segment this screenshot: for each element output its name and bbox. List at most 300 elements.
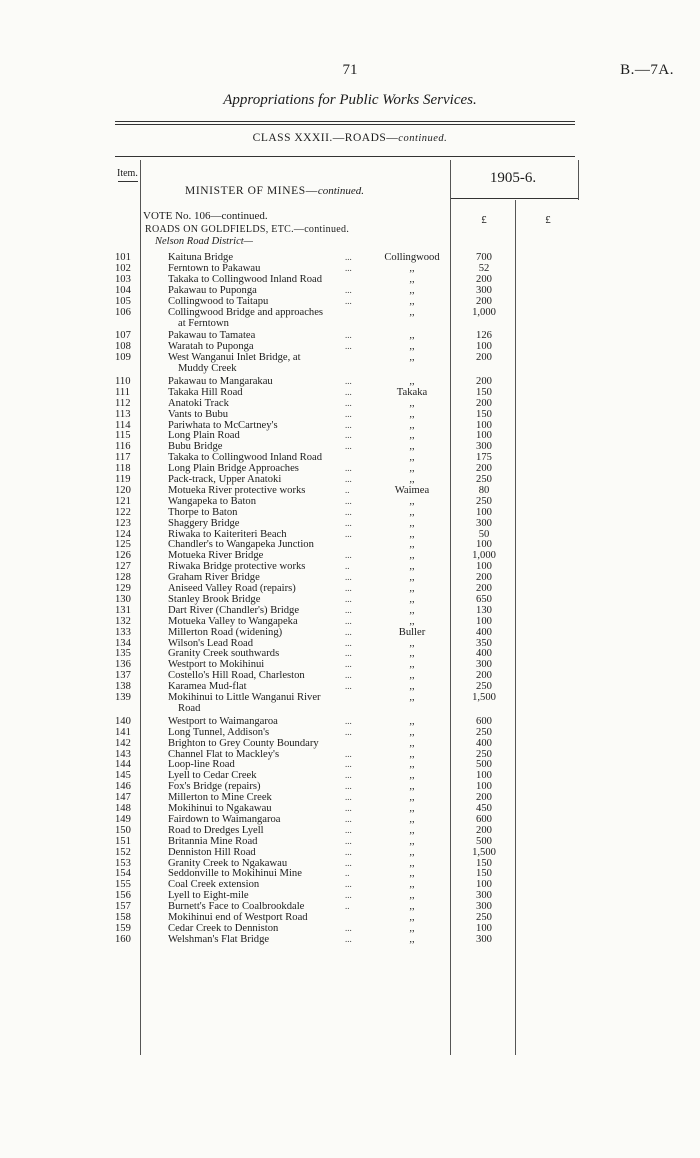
leader-dots: ... — [345, 726, 352, 737]
amount-value: 130 — [476, 604, 492, 616]
county-name: ,, — [409, 868, 415, 880]
leader-dots: ... — [345, 463, 352, 474]
section-title — [185, 185, 364, 197]
county-name: ,, — [409, 397, 415, 409]
amount-value: 300 — [476, 890, 492, 902]
county-name: ,, — [409, 615, 415, 627]
item-number: 140 — [115, 715, 131, 727]
road-description: Pakawau to Mangarakau — [168, 375, 273, 387]
amount-value: 100 — [476, 539, 492, 551]
leader-dots: ... — [345, 857, 352, 868]
amount-value: 150 — [476, 386, 492, 398]
item-number: 138 — [115, 681, 131, 693]
item-number: 128 — [115, 572, 131, 584]
leader-dots: ... — [345, 386, 352, 397]
item-number: 151 — [115, 835, 131, 847]
road-description: Britannia Mine Road — [168, 835, 258, 847]
amount-value: 250 — [476, 474, 492, 485]
amount-value: 1,500 — [472, 846, 496, 858]
leader-dots: ... — [345, 375, 352, 386]
amount-value: 300 — [476, 933, 492, 945]
county-name: ,, — [409, 330, 415, 342]
county-name: ,, — [409, 561, 415, 573]
amount-value: 1,000 — [472, 306, 496, 318]
leader-dots: ... — [345, 681, 352, 692]
amount-value: 150 — [476, 857, 492, 869]
section-title-text: MINISTER OF MINES— — [185, 185, 318, 197]
county-name: ,, — [409, 637, 415, 649]
item-number: 142 — [115, 737, 131, 749]
item-number: 156 — [115, 890, 131, 902]
page-title: Appropriations for Public Works Services. — [223, 92, 477, 108]
county-name: ,, — [409, 835, 415, 847]
road-description: Kaituna Bridge — [168, 252, 234, 263]
county-name: ,, — [409, 759, 415, 771]
amount-value: 100 — [476, 781, 492, 793]
county-name: ,, — [409, 408, 415, 420]
amount-value: 200 — [476, 583, 492, 594]
county-name: Buller — [398, 626, 426, 638]
leader-dots: ... — [345, 670, 352, 681]
amount-value: 450 — [476, 803, 492, 814]
county-name: Takaka — [396, 386, 428, 398]
amount-value: 300 — [476, 284, 492, 296]
county-name: ,, — [409, 295, 415, 307]
road-description: Loop-line Road — [168, 759, 235, 771]
leader-dots: ... — [345, 648, 352, 659]
county-name: ,, — [409, 306, 415, 318]
amount-value: 300 — [476, 517, 492, 529]
road-description: Denniston Hill Road — [168, 846, 256, 858]
amount-value: 100 — [476, 922, 492, 934]
road-description: Long Tunnel, Addison's — [168, 726, 270, 738]
road-description: Channel Flat to Mackley's — [168, 748, 280, 760]
district-title: Nelson Road District— — [155, 236, 254, 247]
county-name: Collingwood — [384, 252, 440, 263]
road-description: Westport to Mokihinui — [168, 659, 265, 671]
leader-dots: ... — [345, 626, 352, 637]
item-number: 130 — [115, 593, 131, 605]
county-name: ,, — [409, 430, 415, 442]
item-number: 114 — [115, 419, 131, 431]
item-number: 159 — [115, 922, 131, 934]
top-rule — [115, 121, 575, 122]
county-name: ,, — [409, 901, 415, 913]
item-number: 160 — [115, 933, 131, 945]
currency-symbol-col1: £ — [481, 214, 487, 226]
road-description: Fox's Bridge (repairs) — [168, 781, 261, 793]
leader-dots: .. — [345, 484, 350, 495]
road-description: Mokihinui to Ngakawau — [168, 803, 272, 814]
county-name: ,, — [409, 715, 415, 727]
item-number: 123 — [115, 517, 131, 529]
class-title — [0, 132, 700, 144]
item-number: 101 — [115, 252, 131, 263]
road-description: Pariwhata to McCartney's — [168, 419, 278, 431]
road-description: Wangapeka to Baton — [168, 495, 256, 507]
road-description: Lyell to Eight-mile — [168, 890, 249, 902]
county-name: ,, — [409, 517, 415, 529]
item-number: 155 — [115, 879, 131, 891]
road-description: Motueka Valley to Wangapeka — [168, 615, 298, 627]
road-description: Fairdown to Waimangaroa — [168, 813, 281, 825]
leader-dots: .. — [345, 901, 350, 912]
item-number: 126 — [115, 550, 131, 562]
leader-dots: ... — [345, 792, 352, 803]
leader-dots: ... — [345, 715, 352, 726]
item-header-underline — [118, 181, 138, 182]
leader-dots: ... — [345, 615, 352, 626]
road-description: Coal Creek extension — [168, 879, 260, 891]
leader-dots: ... — [345, 659, 352, 670]
county-name: ,, — [409, 922, 415, 934]
road-description: Mokihinui to Little Wanganui River — [168, 692, 321, 703]
amount-value: 100 — [476, 506, 492, 518]
item-number: 102 — [115, 262, 131, 274]
leader-dots: ... — [345, 528, 352, 539]
road-description: Takaka to Collingwood Inland Road — [168, 273, 323, 285]
county-name: ,, — [409, 846, 415, 858]
item-number: 109 — [115, 352, 131, 364]
item-number: 147 — [115, 792, 131, 804]
amount-value: 1,000 — [472, 550, 496, 562]
county-name: ,, — [409, 770, 415, 782]
road-description: Motueka River protective works — [168, 484, 306, 496]
county-name: ,, — [409, 474, 415, 485]
item-number: 137 — [115, 670, 131, 682]
amount-value: 400 — [476, 626, 492, 638]
amount-value: 100 — [476, 430, 492, 442]
county-name: ,, — [409, 284, 415, 296]
leader-dots: ... — [345, 748, 352, 759]
amount-value: 200 — [476, 792, 492, 804]
amount-value: 600 — [476, 715, 492, 727]
county-name: ,, — [409, 441, 415, 453]
county-name: ,, — [409, 375, 415, 387]
county-name: Waimea — [394, 484, 430, 496]
county-name: ,, — [409, 463, 415, 475]
item-number: 108 — [115, 341, 131, 353]
amount-value: 250 — [476, 681, 492, 693]
county-name: ,, — [409, 933, 415, 945]
road-description: Cedar Creek to Denniston — [168, 922, 279, 934]
amount-value: 250 — [476, 726, 492, 738]
amount-header-rule — [450, 198, 578, 199]
amount-column-rule-mid — [515, 200, 516, 1055]
amount-value: 175 — [476, 452, 492, 464]
road-description: Aniseed Valley Road (repairs) — [168, 583, 296, 594]
road-description: Collingwood to Taitapu — [168, 295, 269, 307]
county-name: ,, — [409, 912, 415, 923]
road-description: Vants to Bubu — [168, 408, 229, 420]
currency-symbol-col2: £ — [545, 214, 551, 226]
amount-value: 650 — [476, 593, 492, 605]
county-name: ,, — [409, 604, 415, 616]
item-number: 107 — [115, 330, 131, 342]
item-number: 117 — [115, 452, 131, 464]
item-number: 144 — [115, 759, 131, 771]
road-description: Long Plain Road — [168, 430, 240, 442]
leader-dots: ... — [345, 550, 352, 561]
amount-value: 1,500 — [472, 692, 496, 703]
item-number: 106 — [115, 306, 131, 318]
leader-dots: ... — [345, 474, 352, 484]
road-description: Burnett's Face to Coalbrookdale — [168, 901, 305, 913]
amount-value: 100 — [476, 341, 492, 353]
amount-value: 150 — [476, 868, 492, 880]
county-name: ,, — [409, 528, 415, 540]
leader-dots: ... — [345, 922, 352, 933]
road-description-continued: Road — [178, 703, 201, 714]
amount-value: 126 — [476, 330, 492, 342]
leader-dots: ... — [345, 408, 352, 419]
leader-dots: ... — [345, 835, 352, 846]
county-name: ,, — [409, 419, 415, 431]
item-number: 150 — [115, 824, 131, 836]
county-name: ,, — [409, 572, 415, 584]
leader-dots: ... — [345, 824, 352, 835]
item-number: 143 — [115, 748, 131, 760]
road-description: Pakawau to Puponga — [168, 284, 257, 296]
item-number: 118 — [115, 463, 131, 475]
road-description: Takaka Hill Road — [168, 386, 243, 398]
amount-value: 100 — [476, 879, 492, 891]
amount-value: 250 — [476, 912, 492, 923]
item-number: 133 — [115, 626, 131, 638]
road-description: Granity Creek southwards — [168, 648, 280, 660]
amount-value: 50 — [478, 528, 490, 540]
road-description: Millerton to Mine Creek — [168, 792, 272, 804]
amount-value: 300 — [476, 659, 492, 671]
road-description: West Wanganui Inlet Bridge, at — [168, 352, 301, 364]
item-number: 145 — [115, 770, 131, 782]
county-name: ,, — [409, 262, 415, 274]
leader-dots: ... — [345, 604, 352, 615]
amount-value: 200 — [476, 670, 492, 682]
vote-title: VOTE No. 106—continued. — [143, 210, 268, 222]
county-name: ,, — [409, 681, 415, 693]
year-column-rule-right — [578, 160, 579, 200]
road-description: Stanley Brook Bridge — [168, 593, 261, 605]
leader-dots: ... — [345, 572, 352, 583]
county-name: ,, — [409, 341, 415, 353]
item-number: 127 — [115, 561, 131, 573]
county-name: ,, — [409, 495, 415, 507]
leader-dots: .. — [345, 868, 350, 879]
county-name: ,, — [409, 452, 415, 464]
road-description: Millerton Road (widening) — [168, 626, 283, 638]
item-number: 113 — [115, 408, 131, 420]
road-description: Granity Creek to Ngakawau — [168, 857, 288, 869]
item-number: 132 — [115, 615, 131, 627]
county-name: ,, — [409, 803, 415, 814]
road-description: Graham River Bridge — [168, 572, 260, 584]
road-description: Collingwood Bridge and approaches — [168, 306, 324, 318]
leader-dots: ... — [345, 252, 352, 262]
amount-value: 200 — [476, 397, 492, 409]
county-name: ,, — [409, 813, 415, 825]
item-number: 125 — [115, 539, 131, 551]
road-description: Riwaka Bridge protective works — [168, 561, 306, 573]
amount-value: 400 — [476, 737, 492, 749]
item-number: 104 — [115, 284, 131, 296]
amount-value: 100 — [476, 770, 492, 782]
amount-value: 200 — [476, 375, 492, 387]
item-number: 122 — [115, 506, 131, 518]
county-name: ,, — [409, 273, 415, 285]
county-name: ,, — [409, 692, 415, 703]
leader-dots: ... — [345, 933, 352, 944]
item-number: 115 — [115, 430, 131, 442]
road-description: Pakawau to Tamatea — [168, 330, 256, 342]
table-head-rule — [115, 156, 575, 157]
road-description-continued: Muddy Creek — [178, 363, 237, 375]
page-number: 71 — [342, 62, 358, 78]
item-number: 149 — [115, 813, 131, 825]
county-name: ,, — [409, 857, 415, 869]
road-description: Anatoki Track — [168, 397, 229, 409]
road-description: Long Plain Bridge Approaches — [168, 463, 299, 475]
leader-dots: ... — [345, 284, 352, 295]
road-description: Welshman's Flat Bridge — [168, 933, 270, 945]
road-description: Westport to Waimangaroa — [168, 715, 278, 727]
county-name: ,, — [409, 792, 415, 804]
county-name: ,, — [409, 583, 415, 594]
road-description: Karamea Mud-flat — [168, 681, 247, 693]
item-number: 146 — [115, 781, 131, 793]
county-name: ,, — [409, 879, 415, 891]
leader-dots: ... — [345, 803, 352, 813]
road-description: Wilson's Lead Road — [168, 637, 254, 649]
county-name: ,, — [409, 648, 415, 660]
class-title-suffix: continued. — [398, 133, 448, 144]
amount-value: 150 — [476, 408, 492, 420]
county-name: ,, — [409, 748, 415, 760]
amount-value: 200 — [476, 295, 492, 307]
road-description: Pack-track, Upper Anatoki — [168, 474, 282, 485]
top-rule-2 — [115, 124, 575, 125]
county-name: ,, — [409, 726, 415, 738]
item-number: 110 — [115, 375, 131, 387]
road-description: Ferntown to Pakawau — [168, 262, 261, 274]
item-number: 131 — [115, 604, 131, 616]
item-number: 139 — [115, 692, 131, 703]
amount-column-rule-left — [450, 160, 451, 1055]
amount-value: 100 — [476, 615, 492, 627]
road-description: Thorpe to Baton — [168, 506, 238, 518]
amount-value: 700 — [476, 252, 492, 263]
county-name: ,, — [409, 593, 415, 605]
item-number: 134 — [115, 637, 131, 649]
amount-value: 200 — [476, 463, 492, 475]
amount-value: 52 — [478, 262, 490, 274]
road-description: Costello's Hill Road, Charleston — [168, 670, 305, 682]
road-description: Waratah to Puponga — [168, 341, 254, 353]
leader-dots: ... — [345, 583, 352, 593]
item-number: 112 — [115, 397, 131, 409]
item-number: 116 — [115, 441, 131, 453]
county-name: ,, — [409, 670, 415, 682]
leader-dots: ... — [345, 890, 352, 901]
road-description: Dart River (Chandler's) Bridge — [168, 604, 300, 616]
county-name: ,, — [409, 824, 415, 836]
item-number: 158 — [115, 912, 131, 923]
county-name: ,, — [409, 890, 415, 902]
road-description: Motueka River Bridge — [168, 550, 264, 562]
section-title-suffix: continued. — [317, 185, 364, 197]
amount-value: 200 — [476, 824, 492, 836]
road-description: Bubu Bridge — [168, 441, 223, 453]
item-number: 120 — [115, 484, 131, 496]
amount-value: 500 — [476, 759, 492, 771]
year-header: 1905-6. — [489, 170, 537, 186]
road-description: Riwaka to Kaiteriteri Beach — [168, 528, 287, 540]
amount-value: 300 — [476, 901, 492, 913]
leader-dots: ... — [345, 517, 352, 528]
county-name: ,, — [409, 781, 415, 793]
amount-value: 100 — [476, 561, 492, 573]
amount-value: 100 — [476, 419, 492, 431]
leader-dots: ... — [345, 295, 352, 306]
item-number: 152 — [115, 846, 131, 858]
item-number: 154 — [115, 868, 131, 880]
amount-value: 250 — [476, 748, 492, 760]
leader-dots: ... — [345, 419, 352, 430]
leader-dots: ... — [345, 846, 352, 857]
road-description: Shaggery Bridge — [168, 517, 240, 529]
leader-dots: ... — [345, 397, 352, 408]
item-number: 103 — [115, 273, 131, 285]
item-number: 136 — [115, 659, 131, 671]
road-description: Brighton to Grey County Boundary — [168, 737, 319, 749]
county-name: ,, — [409, 550, 415, 562]
amount-value: 200 — [476, 572, 492, 584]
amount-value: 250 — [476, 495, 492, 507]
item-number: 129 — [115, 583, 131, 594]
leader-dots: ... — [345, 495, 352, 506]
amount-value: 200 — [476, 352, 492, 364]
amount-value: 350 — [476, 637, 492, 649]
road-description: Seddonville to Mokihinui Mine — [168, 868, 302, 880]
leader-dots: ... — [345, 879, 352, 890]
document-reference: B.—7A. — [620, 62, 674, 78]
item-number: 119 — [115, 474, 131, 485]
county-name: ,, — [409, 539, 415, 551]
leader-dots: ... — [345, 430, 352, 441]
road-description: Lyell to Cedar Creek — [168, 770, 257, 782]
item-number: 157 — [115, 901, 131, 913]
amount-value: 200 — [476, 273, 492, 285]
item-number: 111 — [115, 386, 131, 398]
leader-dots: ... — [345, 637, 352, 648]
amount-value: 400 — [476, 648, 492, 660]
leader-dots: ... — [345, 781, 352, 792]
road-description: Takaka to Collingwood Inland Road — [168, 452, 323, 464]
leader-dots: ... — [345, 330, 352, 341]
roads-title: ROADS ON GOLDFIELDS, ETC.—continued. — [145, 224, 350, 235]
leader-dots: ... — [345, 441, 352, 452]
leader-dots: ... — [345, 770, 352, 781]
amount-value: 300 — [476, 441, 492, 453]
amount-value: 80 — [478, 484, 490, 496]
road-description: Road to Dredges Lyell — [168, 824, 264, 836]
class-title-text: CLASS XXXII.—ROADS— — [252, 132, 399, 144]
road-description: Chandler's to Wangapeka Junction — [168, 539, 314, 551]
item-number: 124 — [115, 528, 131, 540]
item-number: 148 — [115, 803, 131, 814]
leader-dots: .. — [345, 561, 350, 572]
county-name: ,, — [409, 506, 415, 518]
